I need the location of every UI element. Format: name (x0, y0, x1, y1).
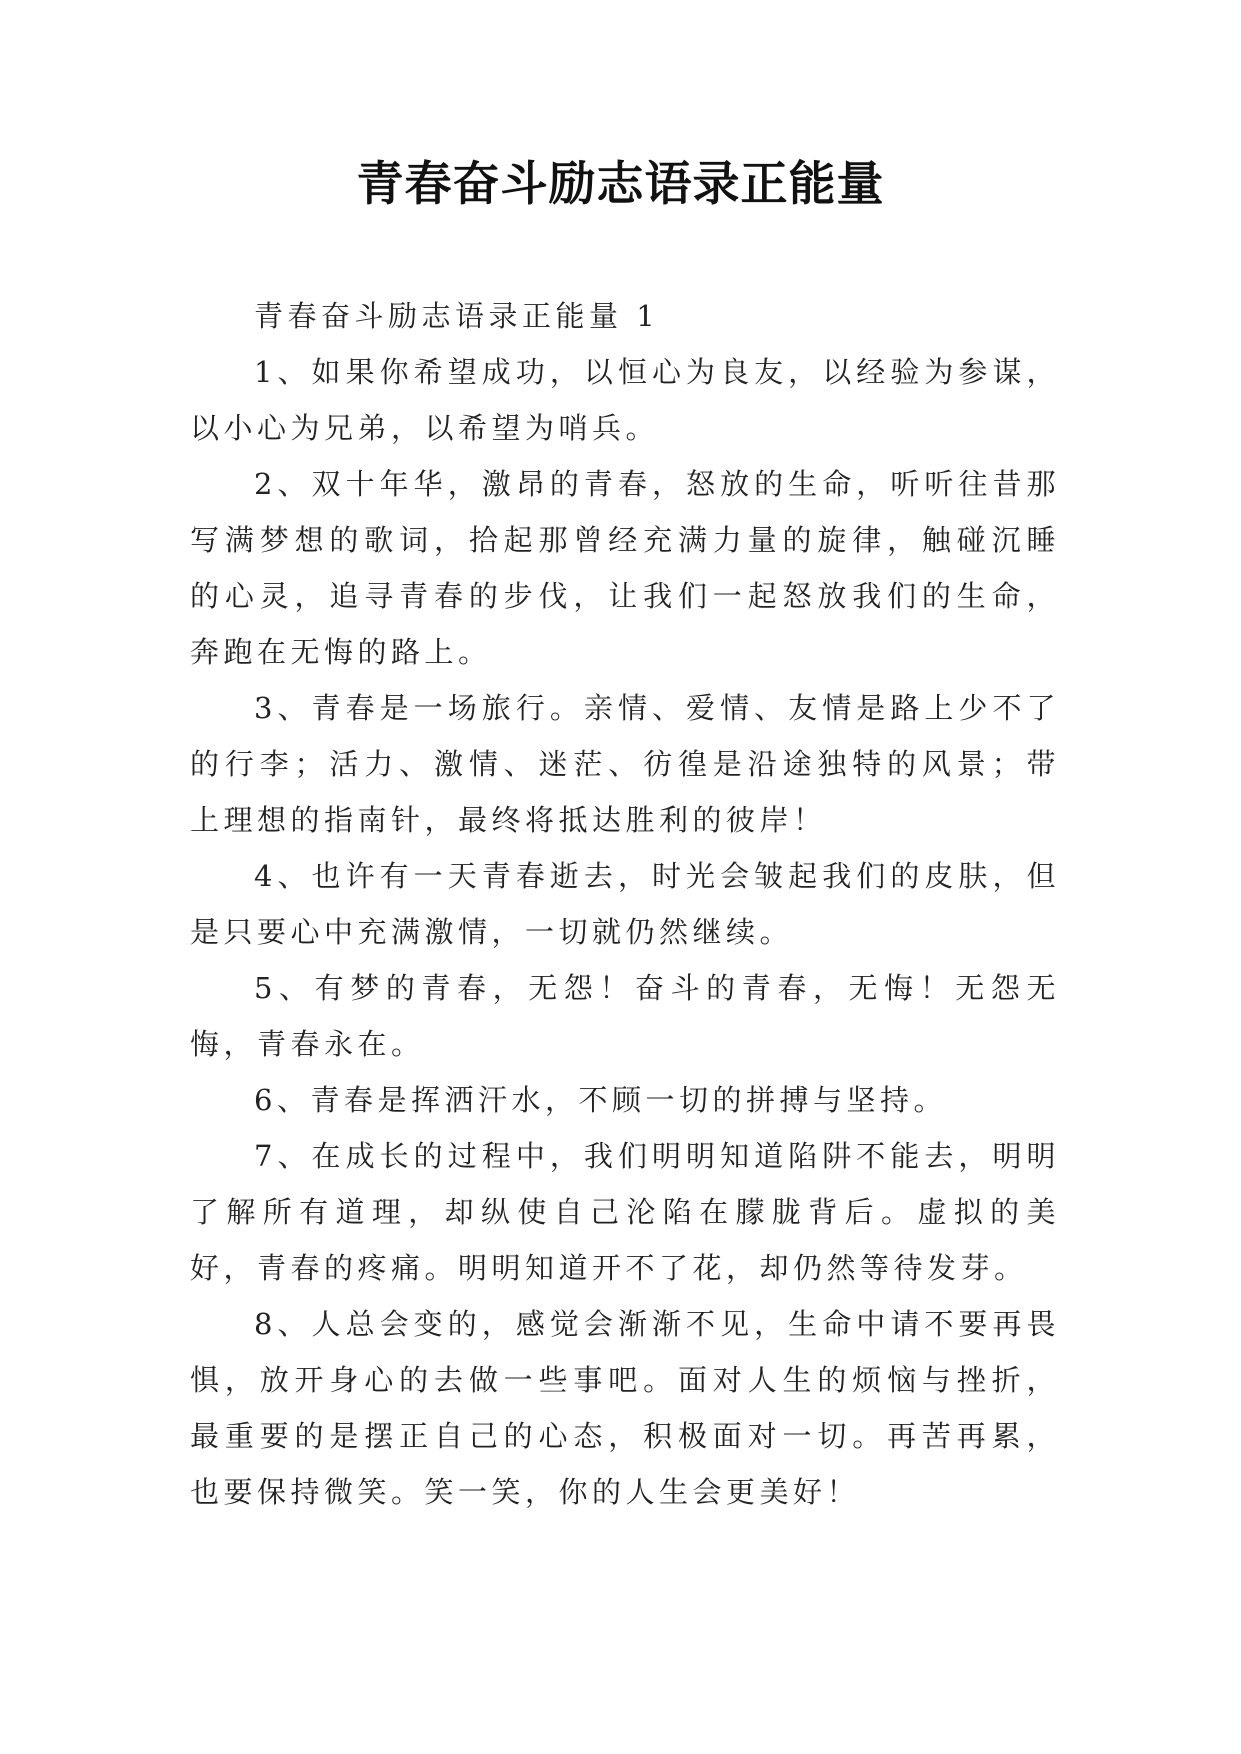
section-heading: 青春奋斗励志语录正能量 1 (254, 299, 660, 333)
quote-paragraph-6: 6、青春是挥洒汗水，不顾一切的拼搏与坚持。 (254, 1083, 947, 1117)
quote-paragraph-2: 2、双十年华，激昂的青春，怒放的生命，听听往昔那写满梦想的歌词，拾起那曾经充满力量的旋律，触碰沉睡的心灵，追寻青春的步伐，让我们一起怒放我们的生命，奔跑在无悔的路上。 (190, 467, 1060, 669)
quote-paragraph-5: 5、有梦的青春，无怨！奋斗的青春，无悔！无怨无悔，青春永在。 (190, 971, 1060, 1061)
quote-paragraph-8: 8、人总会变的，感觉会渐渐不见，生命中请不要再畏惧，放开身心的去做一些事吧。面对人生的烦恼与挫折，最重要的是摆正自己的心态，积极面对一切。再苦再累，也要保持微笑。笑一笑，你的人生会更美好！ (190, 1307, 1060, 1509)
quote-paragraph-7: 7、在成长的过程中，我们明明知道陷阱不能去，明明了解所有道理，却纵使自己沦陷在朦胧背后。虚拟的美好，青春的疼痛。明明知道开不了花，却仍然等待发芽。 (190, 1139, 1060, 1285)
quote-paragraph-3: 3、青春是一场旅行。亲情、爱情、友情是路上少不了的行李；活力、激情、迷茫、彷徨是沿途独特的风景；带上理想的指南针，最终将抵达胜利的彼岸！ (190, 691, 1060, 837)
document-body (190, 288, 1060, 1520)
document-title: 青春奋斗励志语录正能量 (356, 157, 885, 212)
quote-paragraph-1: 1、如果你希望成功，以恒心为良友，以经验为参谋，以小心为兄弟，以希望为哨兵。 (190, 355, 1060, 445)
quote-paragraph-4: 4、也许有一天青春逝去，时光会皱起我们的皮肤，但是只要心中充满激情，一切就仍然继续。 (190, 859, 1060, 949)
